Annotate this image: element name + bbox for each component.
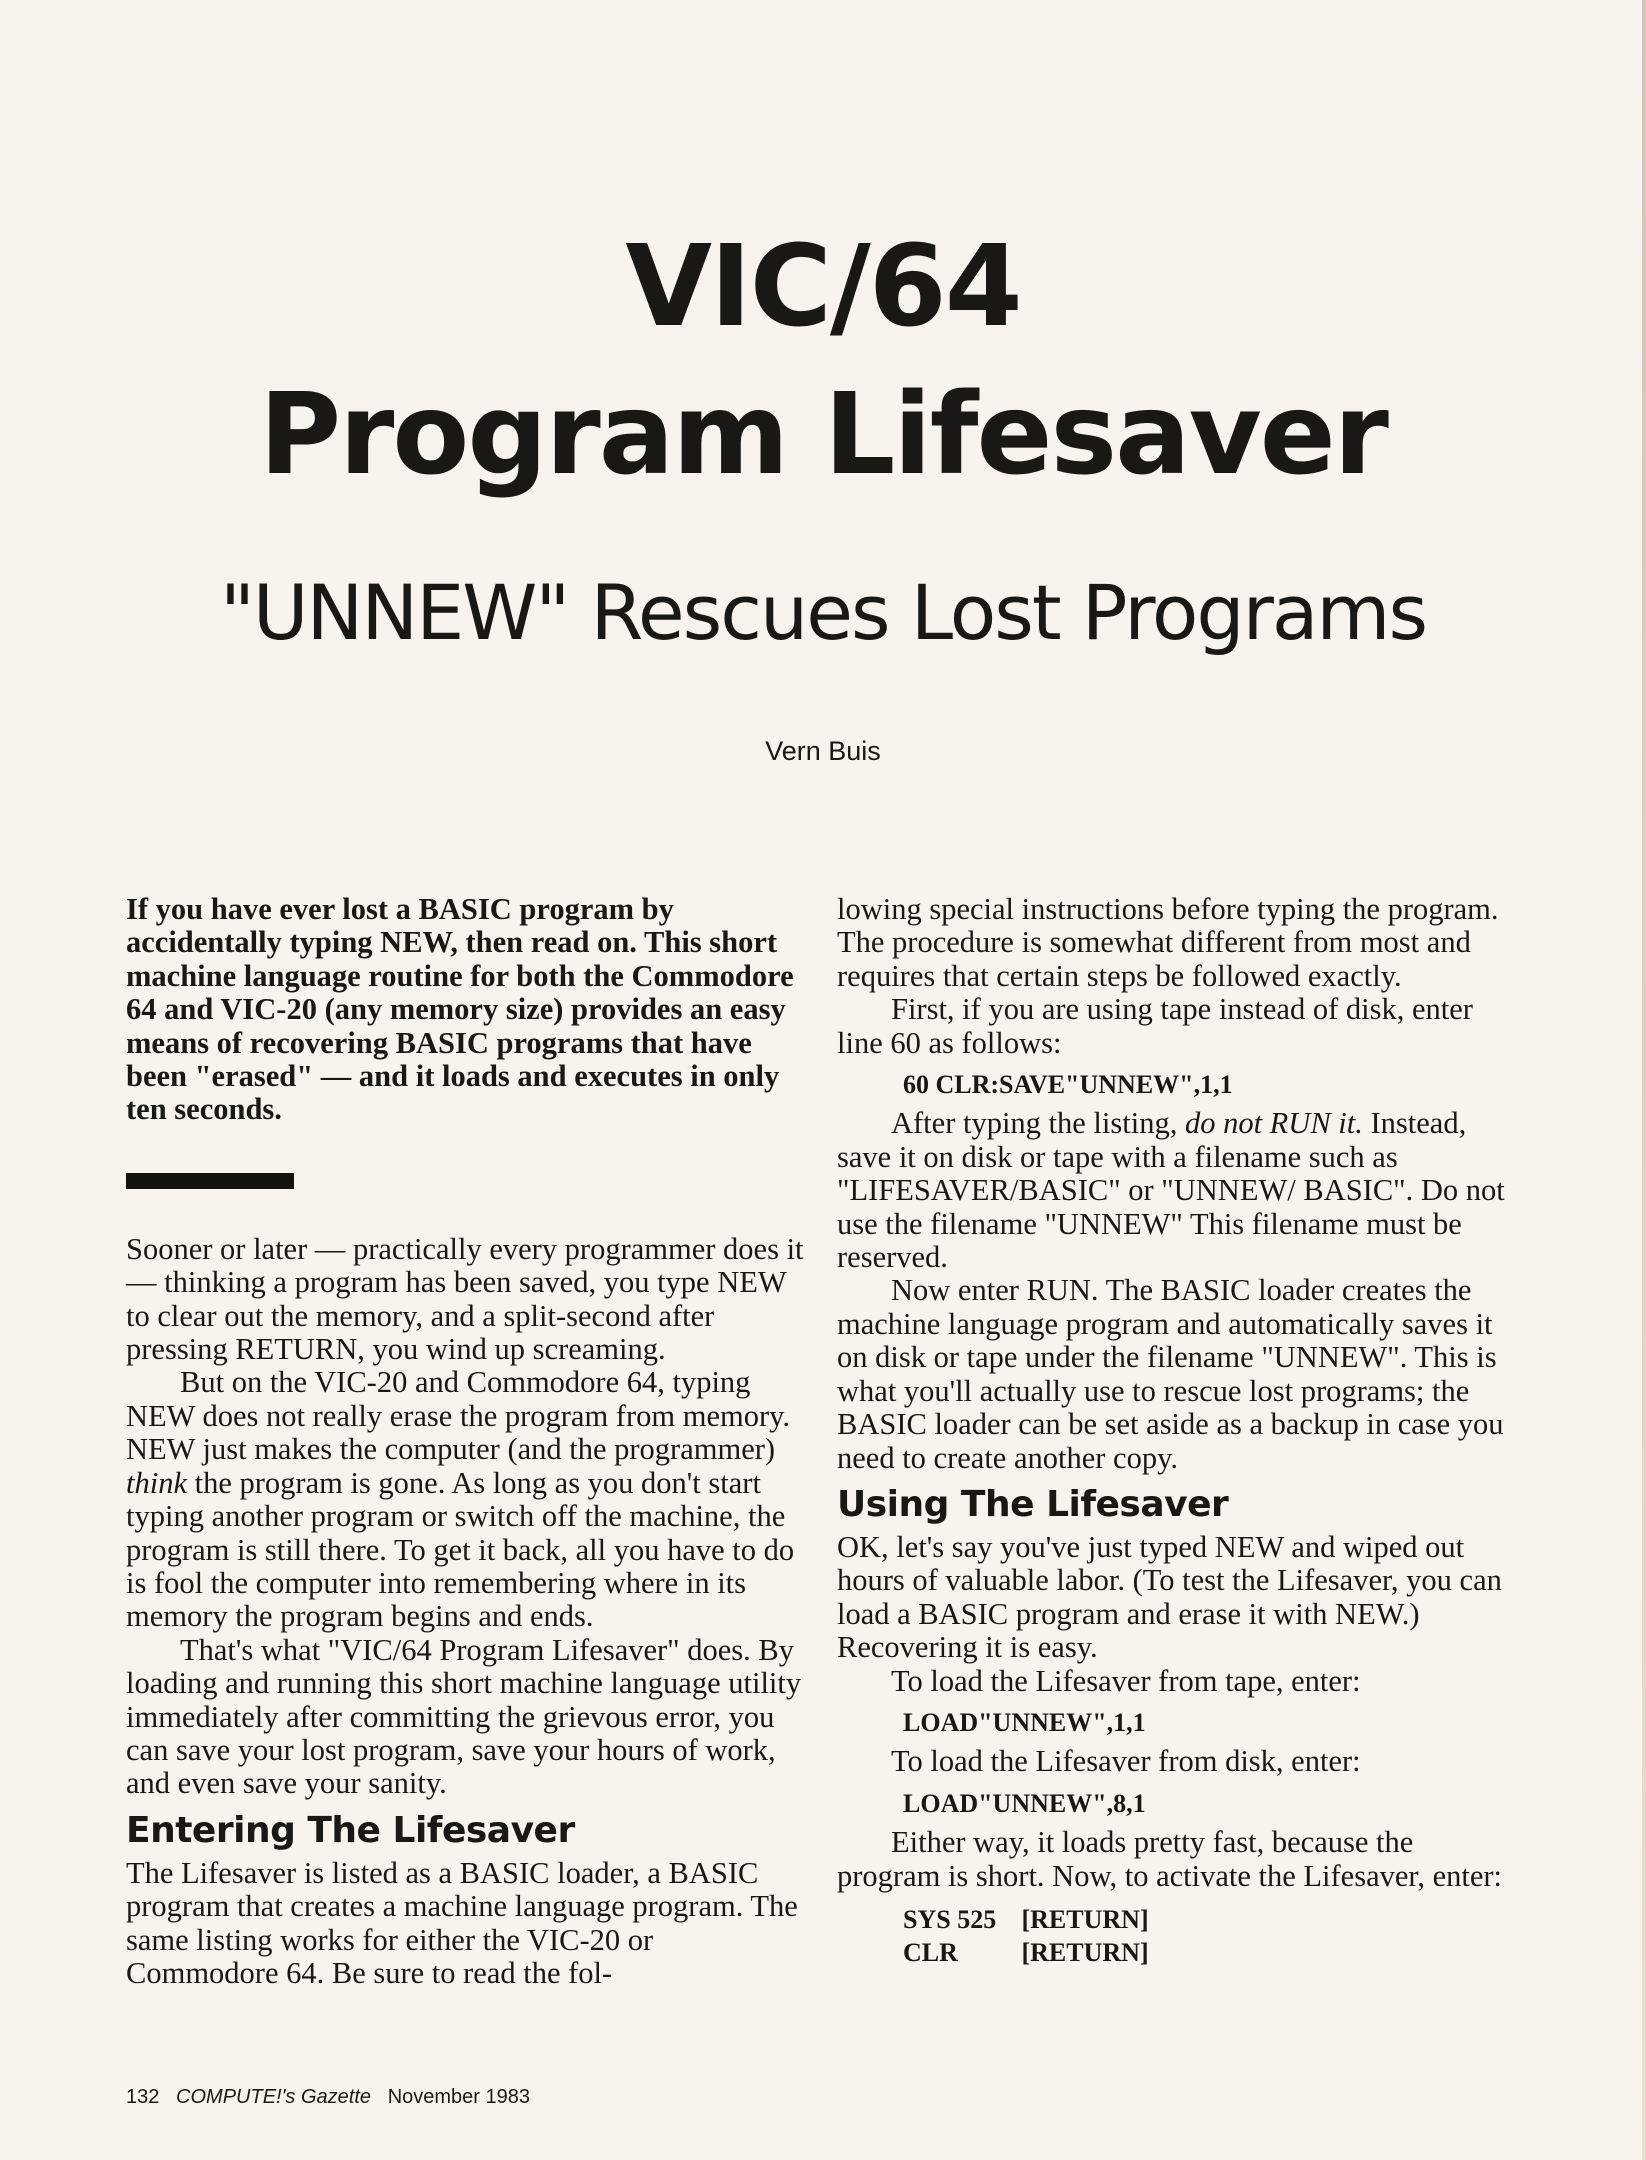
- code-block: [837, 1903, 1517, 1970]
- section-heading: Using The Lifesaver: [837, 1483, 1229, 1525]
- body-paragraph: The Lifesaver is listed as a BASIC loader, a BASIC program that creates a machine language program. The same listing works for either the VIC-20 or Commodore 64. Be sure to read the fol-: [126, 1855, 798, 1990]
- body-paragraph: Sooner or later — practically every programmer does it — thinking a program has been saved, you type NEW to clear out the memory, and a split-second after pressing RETURN, you wind up screaming.: [126, 1231, 804, 1367]
- code-line: CLR [RETURN]: [903, 1938, 1149, 1968]
- body-paragraph: To load the Lifesaver from tape, enter:: [891, 1663, 1361, 1698]
- body-paragraph: To load the Lifesaver from disk, enter:: [891, 1744, 1361, 1779]
- page-edge: [1642, 0, 1646, 2160]
- right-column: [837, 893, 1517, 1970]
- code-line: LOAD"UNNEW",1,1: [903, 1707, 1146, 1737]
- magazine-name: COMPUTE!'s Gazette: [176, 2086, 372, 2108]
- page-number: 132: [126, 2086, 160, 2108]
- body-paragraph: Now enter RUN. The BASIC loader creates the machine language program and automatically saves it on disk or tape under the filename "UNNEW". This is what you'll actually use to rescue lost programs; the BASIC loader can be set aside as a backup in case you need to create another copy.: [837, 1273, 1504, 1475]
- author-byline: Vern Buis: [765, 736, 881, 766]
- intro-paragraph: If you have ever lost a BASIC program by accidentally typing NEW, then read on. This short machine language routine for both the Commodore 64 and VIC-20 (any memory size) provides an easy means of recovering BASIC programs that have been "erased" — and it loads and executes in only ten seconds.: [126, 892, 794, 1127]
- left-column: [126, 893, 806, 1990]
- page-footer: [126, 2085, 530, 2109]
- body-paragraph: OK, let's say you've just typed NEW and wiped out hours of valuable labor. (To test the Lifesaver, you can load a BASIC program and erase it with NEW.) Recovering it is easy.: [837, 1529, 1502, 1665]
- body-paragraph: First, if you are using tape instead of disk, enter line 60 as follows:: [837, 992, 1473, 1060]
- code-line: SYS 525 [RETURN]: [903, 1904, 1149, 1934]
- body-paragraph: Either way, it loads pretty fast, because the program is short. Now, to activate the Lifesaver, enter:: [837, 1825, 1503, 1893]
- body-paragraph: After typing the listing, do not RUN it. Instead, save it on disk or tape with a filename such as "LIFESAVER/BASIC" or "UNNEW/ BASIC". Do not use the filename "UNNEW" This filename must be reserved.: [837, 1106, 1505, 1275]
- body-paragraph: But on the VIC-20 and Commodore 64, typing NEW does not really erase the program from memory. NEW just makes the computer (and the programmer) think the program is gone. As long as you don't start typing another program or switch off the machine, the program is still there. To get it back, all you have to do is fool the computer into remembering where in its memory the program begins and ends.: [126, 1365, 795, 1634]
- title-line-1: VIC/64: [625, 222, 1021, 352]
- body-paragraph: lowing special instructions before typing the program. The procedure is somewhat different from most and requires that certain steps be followed exactly.: [837, 892, 1499, 993]
- code-line: LOAD"UNNEW",8,1: [903, 1788, 1146, 1818]
- title-line-2: Program Lifesaver: [259, 370, 1387, 500]
- code-line: 60 CLR:SAVE"UNNEW",1,1: [903, 1070, 1233, 1100]
- issue-date: November 1983: [387, 2086, 531, 2108]
- section-heading: Entering The Lifesaver: [126, 1809, 575, 1851]
- section-divider: [126, 1173, 294, 1189]
- body-paragraph: That's what "VIC/64 Program Lifesaver" does. By loading and running this short machine language utility immediately after committing the grievous error, you can save your lost program, save your hours of work, and even save your sanity.: [126, 1632, 802, 1801]
- subtitle: "UNNEW" Rescues Lost Programs: [219, 568, 1427, 657]
